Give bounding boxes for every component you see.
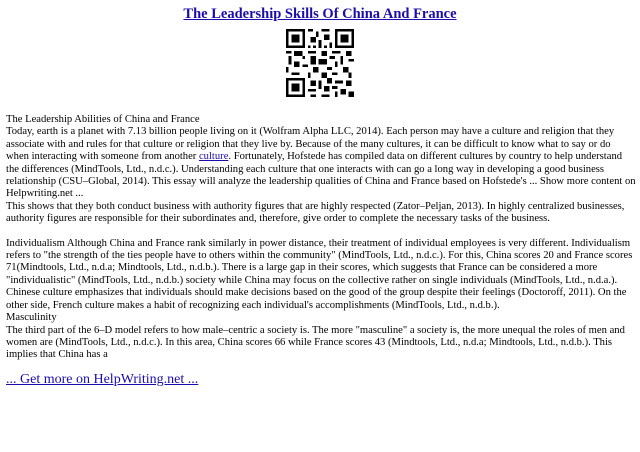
document-body (6, 114, 636, 362)
paragraph-intro-start: Today, earth is a planet with 7.13 billion people living on it (Wolfram Alpha LLC, 2014). Each person may have a culture and religion that they associate with and rules for that culture or religion that they live by. Because of the many cultures, it can be difficult to know what to say or do when interacting with someone from another (6, 126, 615, 163)
culture-link[interactable]: culture (198, 151, 229, 163)
paragraph-intro-end: . Fortunately, Hofstede has compiled data on different cultures by country to help understand the differences (MindTools, Ltd., n.d.c.). Understanding each culture that one interacts with can go a long way in developing a good business relationship (CSU–Global, 2014). This essay will analyze the leadership qualities of China and France based on Hofstede's ... Show more content on Helpwriting.net ... (6, 151, 636, 200)
masculinity-heading: Masculinity (6, 312, 57, 324)
qr-code-icon (286, 29, 354, 97)
get-more-link[interactable]: ... Get more on HelpWriting.net ... (6, 372, 199, 387)
section-heading: The Leadership Abilities of China and France (6, 114, 200, 125)
paragraph-masculinity: The third part of the 6–D model refers to how male–centric a society is. The more "masculine" a society is, the more unequal the roles of men and women are (MindTools, Ltd., n.d.c.). In this area, China scores 66 while France scores 43 (Mindtools, Ltd., n.d.a; Mindtools, Ltd., n.d.b.). This implies that China has a (6, 324, 625, 361)
paragraph-authority: This shows that they both conduct business with authority figures that are highly respected (Zator–Peljan, 2013). In highly centralized businesses, authority figures are responsible for their subordinates and, therefore, give order to complete the necessary tasks of the business. (6, 200, 625, 225)
paragraph-intro (6, 126, 636, 200)
paragraph-individualism: Individualism Although China and France rank similarly in power distance, their treatment of individual employees is very different. Individualism refers to "the strength of the ties people have to others within the community" (MindTools, Ltd., n.d.c.). For this, China scores 20 and France scores 71(Mindtools, Ltd., n.d.a; Mindtools, Ltd., n.d.b.). There is a large gap in their scores, which suggests that France can be considered a more "individualistic" (MindTools, Ltd., n.d.b.) society while China may focus on the collective rather on single individuals (MindTools, Ltd., n.d.a.). Chinese culture emphasizes that individuals should make decisions based on the good of the group despite their feelings (Doctoroff, 2011). On the other side, French culture makes a habit of recognizing each individual's accomplishments (MindTools, Ltd., n.d.b.). (6, 237, 633, 311)
paragraph-gap (6, 226, 636, 238)
document-title[interactable]: The Leadership Skills Of China And France (183, 6, 457, 22)
